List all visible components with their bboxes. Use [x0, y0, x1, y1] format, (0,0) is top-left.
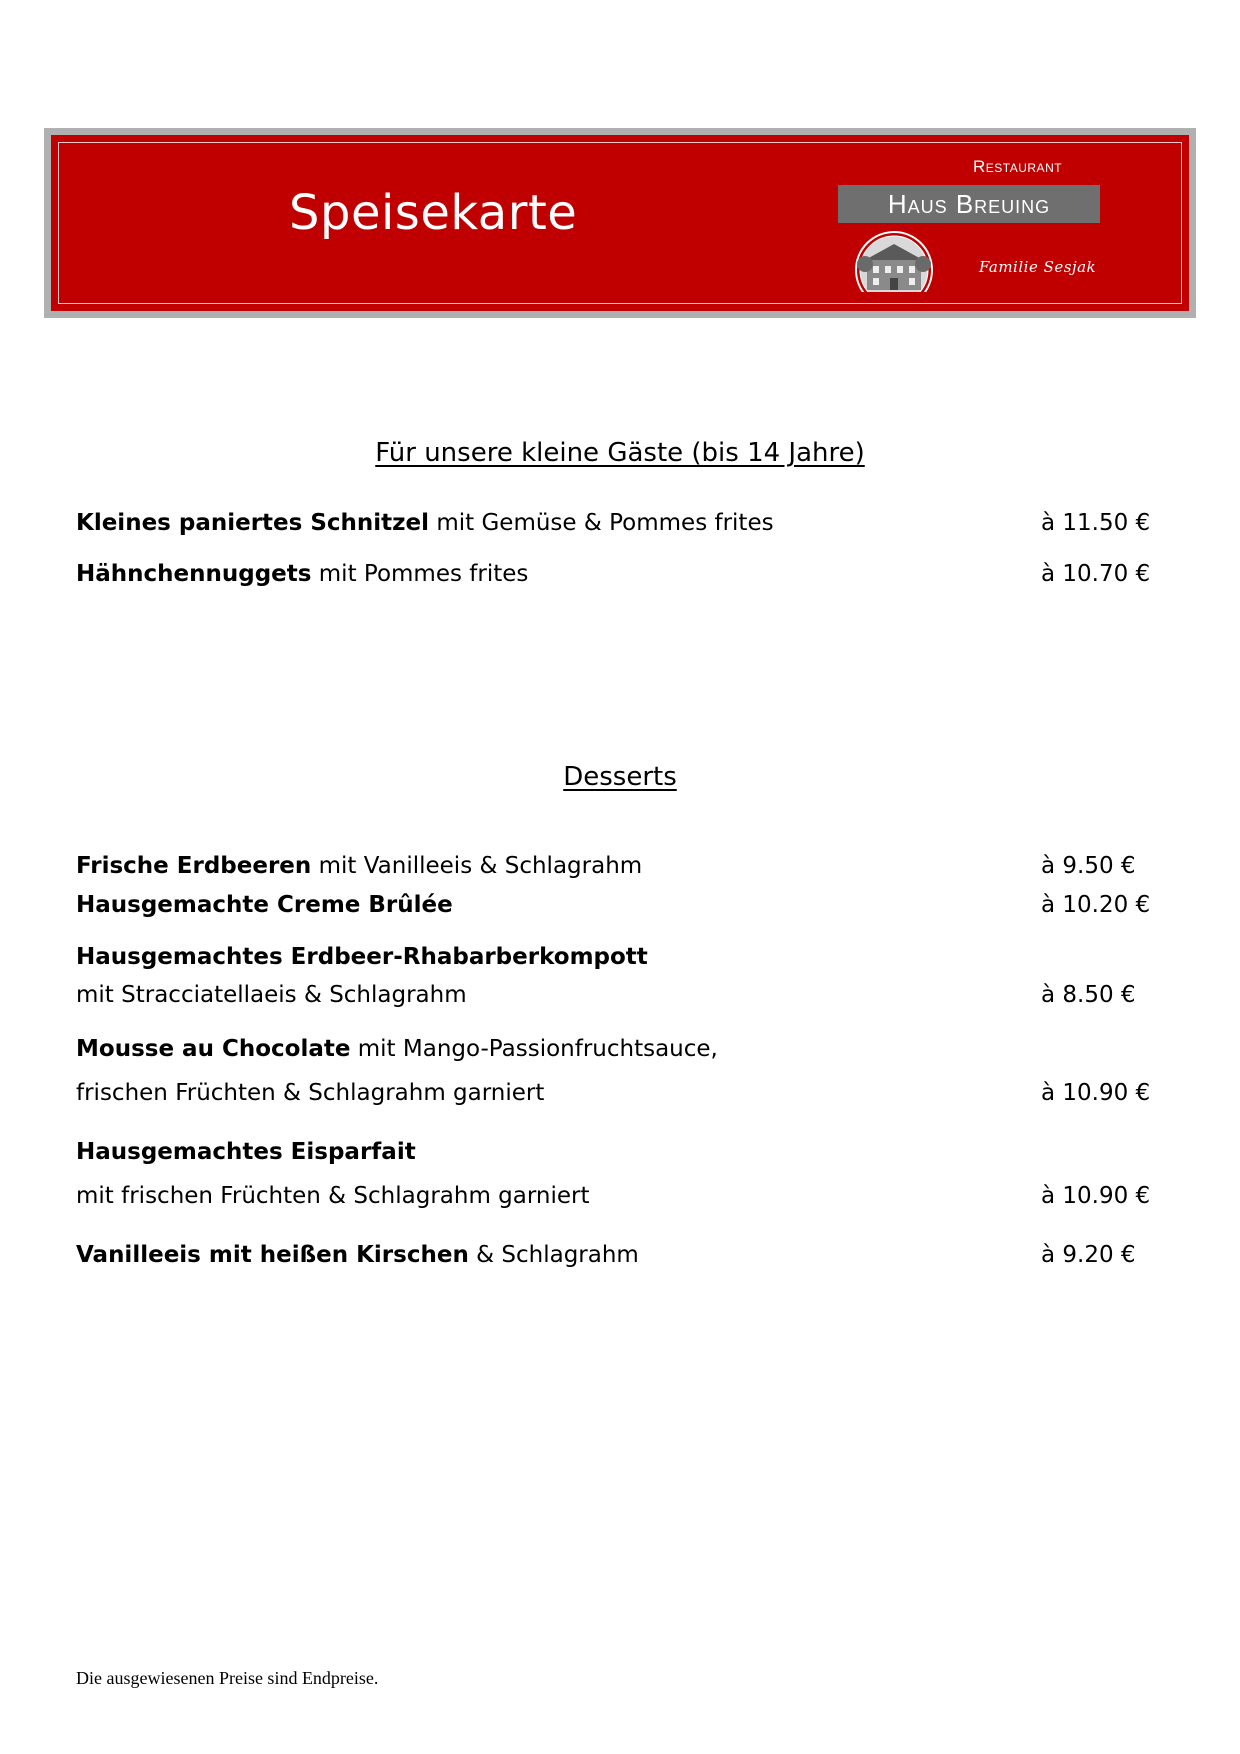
item-price: à 11.50 € — [1041, 510, 1151, 536]
item-desc-line2: frischen Früchten & Schlagrahm garniert — [76, 1080, 545, 1106]
item-price: à 10.90 € — [1041, 1183, 1151, 1209]
item-price: à 10.20 € — [1041, 892, 1151, 918]
header-banner — [44, 128, 1196, 318]
kids-section-title: Für unsere kleine Gäste (bis 14 Jahre) — [375, 438, 865, 468]
menu-title: Speisekarte — [289, 185, 578, 241]
menu-item-kompott — [76, 944, 648, 970]
menu-item-erdbeeren — [76, 853, 642, 879]
family-signature: Familie Sesjak — [979, 258, 1097, 276]
item-desc-line2: mit Stracciatellaeis & Schlagrahm — [76, 982, 467, 1008]
item-price: à 10.70 € — [1041, 561, 1151, 587]
item-desc: mit Pommes frites — [311, 561, 529, 587]
menu-item-nuggets — [76, 561, 528, 587]
restaurant-label: Restaurant — [973, 157, 1063, 176]
item-name: Frische Erdbeeren — [76, 853, 312, 879]
menu-item-mousse — [76, 1036, 718, 1062]
item-name: Mousse au Chocolate — [76, 1036, 351, 1062]
menu-item-schnitzel — [76, 510, 774, 536]
item-desc-line2: mit frischen Früchten & Schlagrahm garniert — [76, 1183, 590, 1209]
restaurant-name: Haus Breuing — [838, 185, 1100, 223]
item-price: à 9.20 € — [1041, 1242, 1136, 1268]
banner-background — [51, 135, 1189, 311]
house-emblem-icon — [853, 230, 935, 292]
item-desc: mit Gemüse & Pommes frites — [429, 510, 774, 536]
item-name: Hähnchennuggets — [76, 561, 312, 587]
item-name: Hausgemachtes Erdbeer-Rhabarberkompott — [76, 944, 648, 970]
item-price: à 9.50 € — [1041, 853, 1136, 879]
menu-item-creme-brulee — [76, 892, 453, 918]
item-name: Kleines paniertes Schnitzel — [76, 510, 430, 536]
item-price: à 10.90 € — [1041, 1080, 1151, 1106]
price-note: Die ausgewiesenen Preise sind Endpreise. — [76, 1668, 379, 1688]
menu-item-vanilleeis — [76, 1242, 639, 1268]
desserts-section-title: Desserts — [563, 762, 677, 792]
menu-item-eisparfait — [76, 1139, 416, 1165]
item-desc: mit Mango-Passionfruchtsauce, — [350, 1036, 718, 1062]
item-name: Hausgemachtes Eisparfait — [76, 1139, 416, 1165]
item-name: Vanilleeis mit heißen Kirschen — [76, 1242, 469, 1268]
item-name: Hausgemachte Creme Brûlée — [76, 892, 453, 918]
item-desc: mit Vanilleeis & Schlagrahm — [311, 853, 643, 879]
item-desc: & Schlagrahm — [468, 1242, 639, 1268]
item-price: à 8.50 € — [1041, 982, 1136, 1008]
